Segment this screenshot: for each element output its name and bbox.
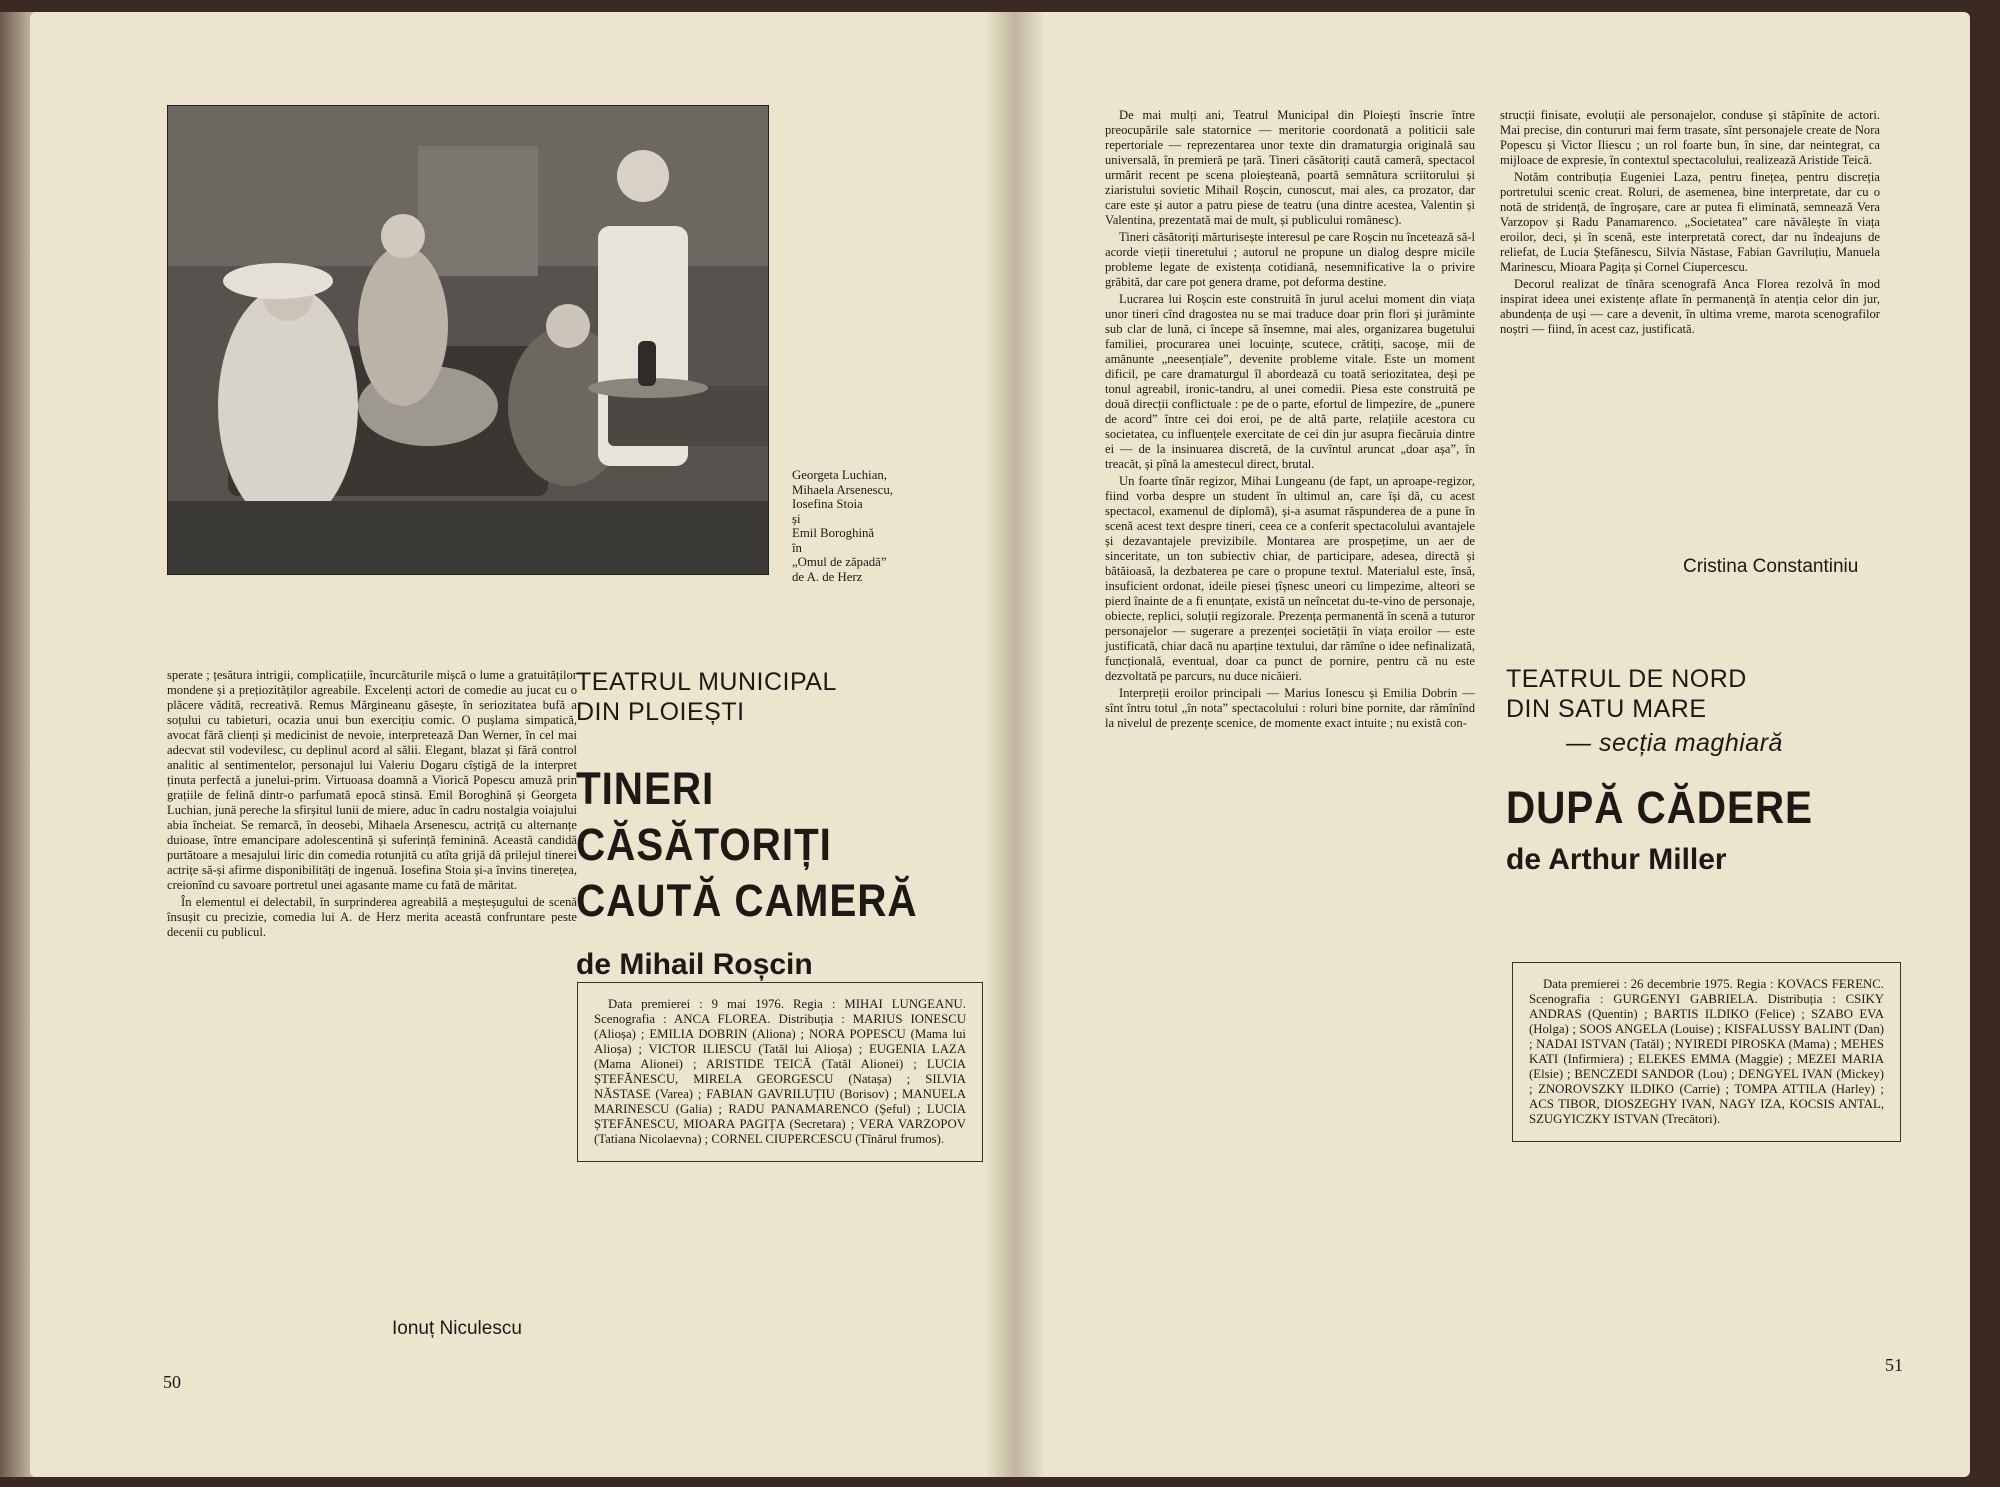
left-page — [30, 12, 1015, 1477]
credits-text: Data premierei : 9 mai 1976. Regia : MIHAI LUNGEANU. Scenografia : ANCA FLOREA. Distribuția : MARIUS IONESCU (Alioșa) ; EMILIA DOBRIN (Aliona) ; NORA POPESCU (Mama lui Alioșa) ; VICTOR ILIESCU (Tatăl lui Alioșa) ; EUGENIA LAZA (Mama Alionei) ; ARISTIDE TEICĂ (Tatăl Alionei) ; LUCIA ȘTEFĂNESCU, MIRELA GEORGESCU (Natașa) ; SILVIA NĂSTASE (Varea) ; FABIAN GAVRILUȚIU (Borisov) ; MANUELA MARINESCU (Galia) ; RADU PANAMARENCO (Șeful) ; LUCIA ȘTEFĂNESCU, MIOARA PAGIȚA (Secretara) ; VERA VARZOPOV (Tatiana Nicolaevna) ; CORNEL CIUPERCESCU (Tînărul frumos). — [594, 997, 966, 1146]
review-paragraph: În elementul ei delectabil, în surprinderea agreabilă a meșteșugului de scenă însușit cu precizie, comedia lui A. de Herz merita această confruntare peste decenii cu publicul. — [167, 895, 577, 939]
review-paragraph: Tineri căsătoriți mărturisește interesul pe care Roșcin nu încetează să-l acorde vieții tineretului ; autorul ne propune un dialog despre micile probleme legate de existența cotidiană, nesemnificative la o privire grăbită, dar care pot genera drame, pot deforma destine. — [1105, 230, 1475, 289]
photo-caption — [792, 468, 932, 584]
play-title-line: CAUTĂ CAMERĂ — [576, 875, 918, 926]
review-paragraph: Interpreții eroilor principali — Marius Ionescu și Emilia Dobrin — sînt întru totul „în nota” spectacolului : roluri bine pornite, dar rămînînd la nivelul de prezențe scenice, de momente exact intuite ; nu există con- — [1105, 686, 1475, 730]
theatre-title-line: DIN SATU MARE — [1506, 695, 1707, 723]
author-signature: Cristina Constantiniu — [1683, 556, 1859, 577]
caption-line: Georgeta Luchian, — [792, 468, 887, 482]
page-number: 50 — [163, 1372, 181, 1392]
review-paragraph: Decorul realizat de tînăra scenografă Anca Florea rezolvă în mod inspirat ideea unei existențe aflate în permanență în atenția celor din jur, abundența de uși — care a devenit, în ultima vreme, marota scenografilor noștri — fiind, în acest caz, justificată. — [1500, 277, 1880, 336]
review-paragraph: strucții finisate, evoluții ale personajelor, conduse și stăpînite de actori. Mai precise, din contururi mai ferm trasate, sînt personajele create de Nora Popescu și Victor Iliescu ; un rol foarte bun, în sine, dar neintegrat, ca mijloace de expresie, în contextul spectacolului, realizează Aristide Teică. — [1500, 108, 1880, 167]
page-number: 51 — [1885, 1355, 1903, 1375]
section-subtitle: — secția maghiară — [1566, 729, 1783, 757]
review-paragraph: De mai mulți ani, Teatrul Municipal din Ploiești înscrie între preocupările sale statornice — meritorie coordonată a politicii sale repertoriale — reprezentarea unor texte din dramaturgia originală sau universală, în premieră pe țară. Tineri căsătoriți caută cameră, spectacol urmărit recent pe scena ploieșteană, poartă semnătura scriitorului și ziaristului sovietic Mihail Roșcin, cunoscut, mai ales, ca prozator, dar care este și autor a patru piese de teatru (una dintre acestea, Valentin și Valentina, prezentată mai de mult, și publicului românesc). — [1105, 108, 1475, 227]
author-line — [1506, 842, 1946, 878]
review-column-one — [1105, 108, 1475, 733]
caption-line: Emil Boroghină — [792, 526, 875, 540]
caption-line: „Omul de zăpadă” — [792, 555, 887, 569]
author-prefix: de — [576, 948, 612, 981]
play-title-line: TINERI CĂSĂTORIȚI — [576, 763, 832, 870]
theatre-title-line: TEATRUL DE NORD — [1506, 665, 1747, 693]
author-name: Arthur Miller — [1548, 843, 1727, 876]
credits-text: Data premierei : 26 decembrie 1975. Regia : KOVACS FERENC. Scenografia : GURGENYI GABRIELA. Distribuția : CSIKY ANDRAS (Quentin) ; BARTIS ILDIKO (Felice) ; SZABO EVA (Holga) ; SOOS ANGELA (Louise) ; KISFALUSSY BALINT (Dan) ; NADAI ISTVAN (Tatăl) ; NYIREDI PIROSKA (Mama) ; MEHES KATI (Infirmiera) ; ELEKES EMMA (Maggie) ; MEZEI MARIA (Elsie) ; BENCZEDI SANDOR (Lou) ; DENGYEL IVAN (Mickey) ; ZNOROVSZKY ILDIKO (Carrie) ; TOMPA ATTILA (Harley) ; ACS TIBOR, DIOSZEGHY IVAN, NAGY IZA, KOCSIS ANTAL, SZUGYICZKY ISTVAN (Trecători). — [1529, 977, 1884, 1126]
review-paragraph: sperate ; țesătura intrigii, complicațiile, încurcăturile mișcă o lume a gratuităților mondene și a prețiozităților agreabile. Excelenți actori de comedie au jucat cu o plăcere vădită, recreativă. Remus Mărgineanu găsește, în seriozitatea bufă a soțului cu tabieturi, ocazia unui bun exercițiu comic. O pușlama simpatică, avocat fără clienți și medicinist de nevoie, interpretează Dan Werner, în cel mai adecvat stil vodevilesc, cu deplinul acord al sălii. Elegant, blazat și fără control analitic al sentimentelor, personajul lui Valeriu Dogaru cîștigă de la interpret ținuta perfectă a junelui-prim. Virtuoasa doamnă a Viorică Popescu amuză prin grațiile de felină dintr-o parfumată epocă stinsă. Emil Boroghină și Georgeta Luchian, junä pereche la sfirșitul lunii de miere, aduc în cadru nostalgia voiajului abia încheiat. Se remarcă, în deosebi, Mihaela Arsenescu, actriță cu alternanțe duioase, între emancipare adolescentină și suferință feminină. Această candidă purtătoare a mesajului liric din comedia rotunjită cu atîta grijă dă prilejul tinerei actrițe să-și afirme disponibilitäți de ingenuă. Iosefina Stoia și-a învins tinerețea, creionînd cu savoare portretul unei agasante mame cu fată de măritat. — [167, 668, 577, 892]
article-header — [1506, 664, 1946, 878]
credits-box — [1512, 962, 1901, 1142]
play-title: DUPĂ CĂDERE — [1506, 782, 1813, 833]
review-paragraph: Notăm contribuția Eugeniei Laza, pentru finețea, pentru discreția portretului scenic creat. Roluri, de asemenea, bine interpretate, dar cu o notă de stridență, de îngroșare, care ar putea fi eliminată, semnează Vera Varzopov și Radu Panamarenco. „Societatea” care năvălește în viața eroilor, deci, și în scenă, este interpretată corect, dar nu îndeajuns de reliefat, de Lucia Ștefănescu, Silvia Năstase, Fabian Gavriluțiu, Manuela Marinescu, Mioara Pagița și Cornel Ciupercescu. — [1500, 170, 1880, 274]
author-line — [576, 947, 996, 983]
credits-box — [577, 982, 983, 1162]
author-name: Mihail Roșcin — [619, 948, 813, 981]
caption-line: în — [792, 540, 802, 555]
caption-line: și — [792, 511, 801, 526]
author-prefix: de — [1506, 843, 1542, 876]
review-text-column — [167, 668, 577, 942]
caption-line: Iosefina Stoia — [792, 497, 863, 511]
article-header — [576, 667, 996, 983]
stage-photo-illustration — [168, 106, 768, 574]
review-paragraph: Un foarte tînăr regizor, Mihai Lungeanu (de fapt, un aproape-regizor, fiind vorba despre un student în ultimul an, care își dă, cu acest spectacol, examenul de diplomă), și-a asumat răspunderea de a pune în scenă acest text despre tineri, ceea ce a conferit spectacolului avantajele și dezavantajele previzibile. Montarea are prospețime, un aer de sinceritate, un ton subiectiv chiar, de participare, adesea, directă și bătăioasă, la dezbaterea pe care o propune textul. Materialul este, însă, insuficient ordonat, ideile piesei țîșnesc uneori cu limpezime, alteori se pierd înainte de a fi enunțate, există un neîncetat du-te-vino de personaje, obiecte, replici, soluții regizorale. Prezența permanentă în scenă a tuturor personajelor — sugerare a prezenței societății în viața eroilor — este justificată, chiar dacă nu aparține textului, dar rămîne o idee nefinalizată, funcțională, eventual, doar ca punct de pornire, pentru că nu este dezvoltată pe parcurs, nu duce nicăieri. — [1105, 474, 1475, 683]
author-signature: Ionuț Niculescu — [392, 1318, 522, 1339]
review-column-two — [1500, 108, 1880, 339]
theatre-title-line: DIN PLOIEȘTI — [576, 698, 745, 726]
review-paragraph: Lucrarea lui Roșcin este construită în jurul acelui moment din viața unor tineri cînd dragostea nu se mai traduce doar prin flori și jurăminte sub clar de lună, ci începe să însemne, mai ales, organizarea bugetului familiei, procurarea unei locuințe, scutece, crătiți, sacoșe, mii de amănunte „neesențiale”, devenite probleme vitale. Este un moment dificil, pe care dramaturgul îl abordează cu toată seriozitatea, deși pe tonul agreabil, ironic-tandru, al unei comedii. Piesa este construită pe două direcții conflictuale : pe de o parte, efortul de limpezire, de „punere de acord” între cei doi eroi, pe de altă parte, relațiile acestora cu societatea, cu influențele exercitate de cei din jur asupra fiecăruia dintre ei — de la insinuarea discretă, de la cuvîntul aruncat „doar așa”, în treacăt, și pînă la amestecul direct, brutal. — [1105, 292, 1475, 471]
right-page — [1015, 12, 1970, 1477]
theatre-title-line: TEATRUL MUNICIPAL — [576, 668, 837, 696]
caption-line: de A. de Herz — [792, 569, 863, 584]
stage-photo — [167, 105, 769, 575]
caption-line: Mihaela Arsenescu, — [792, 482, 893, 497]
